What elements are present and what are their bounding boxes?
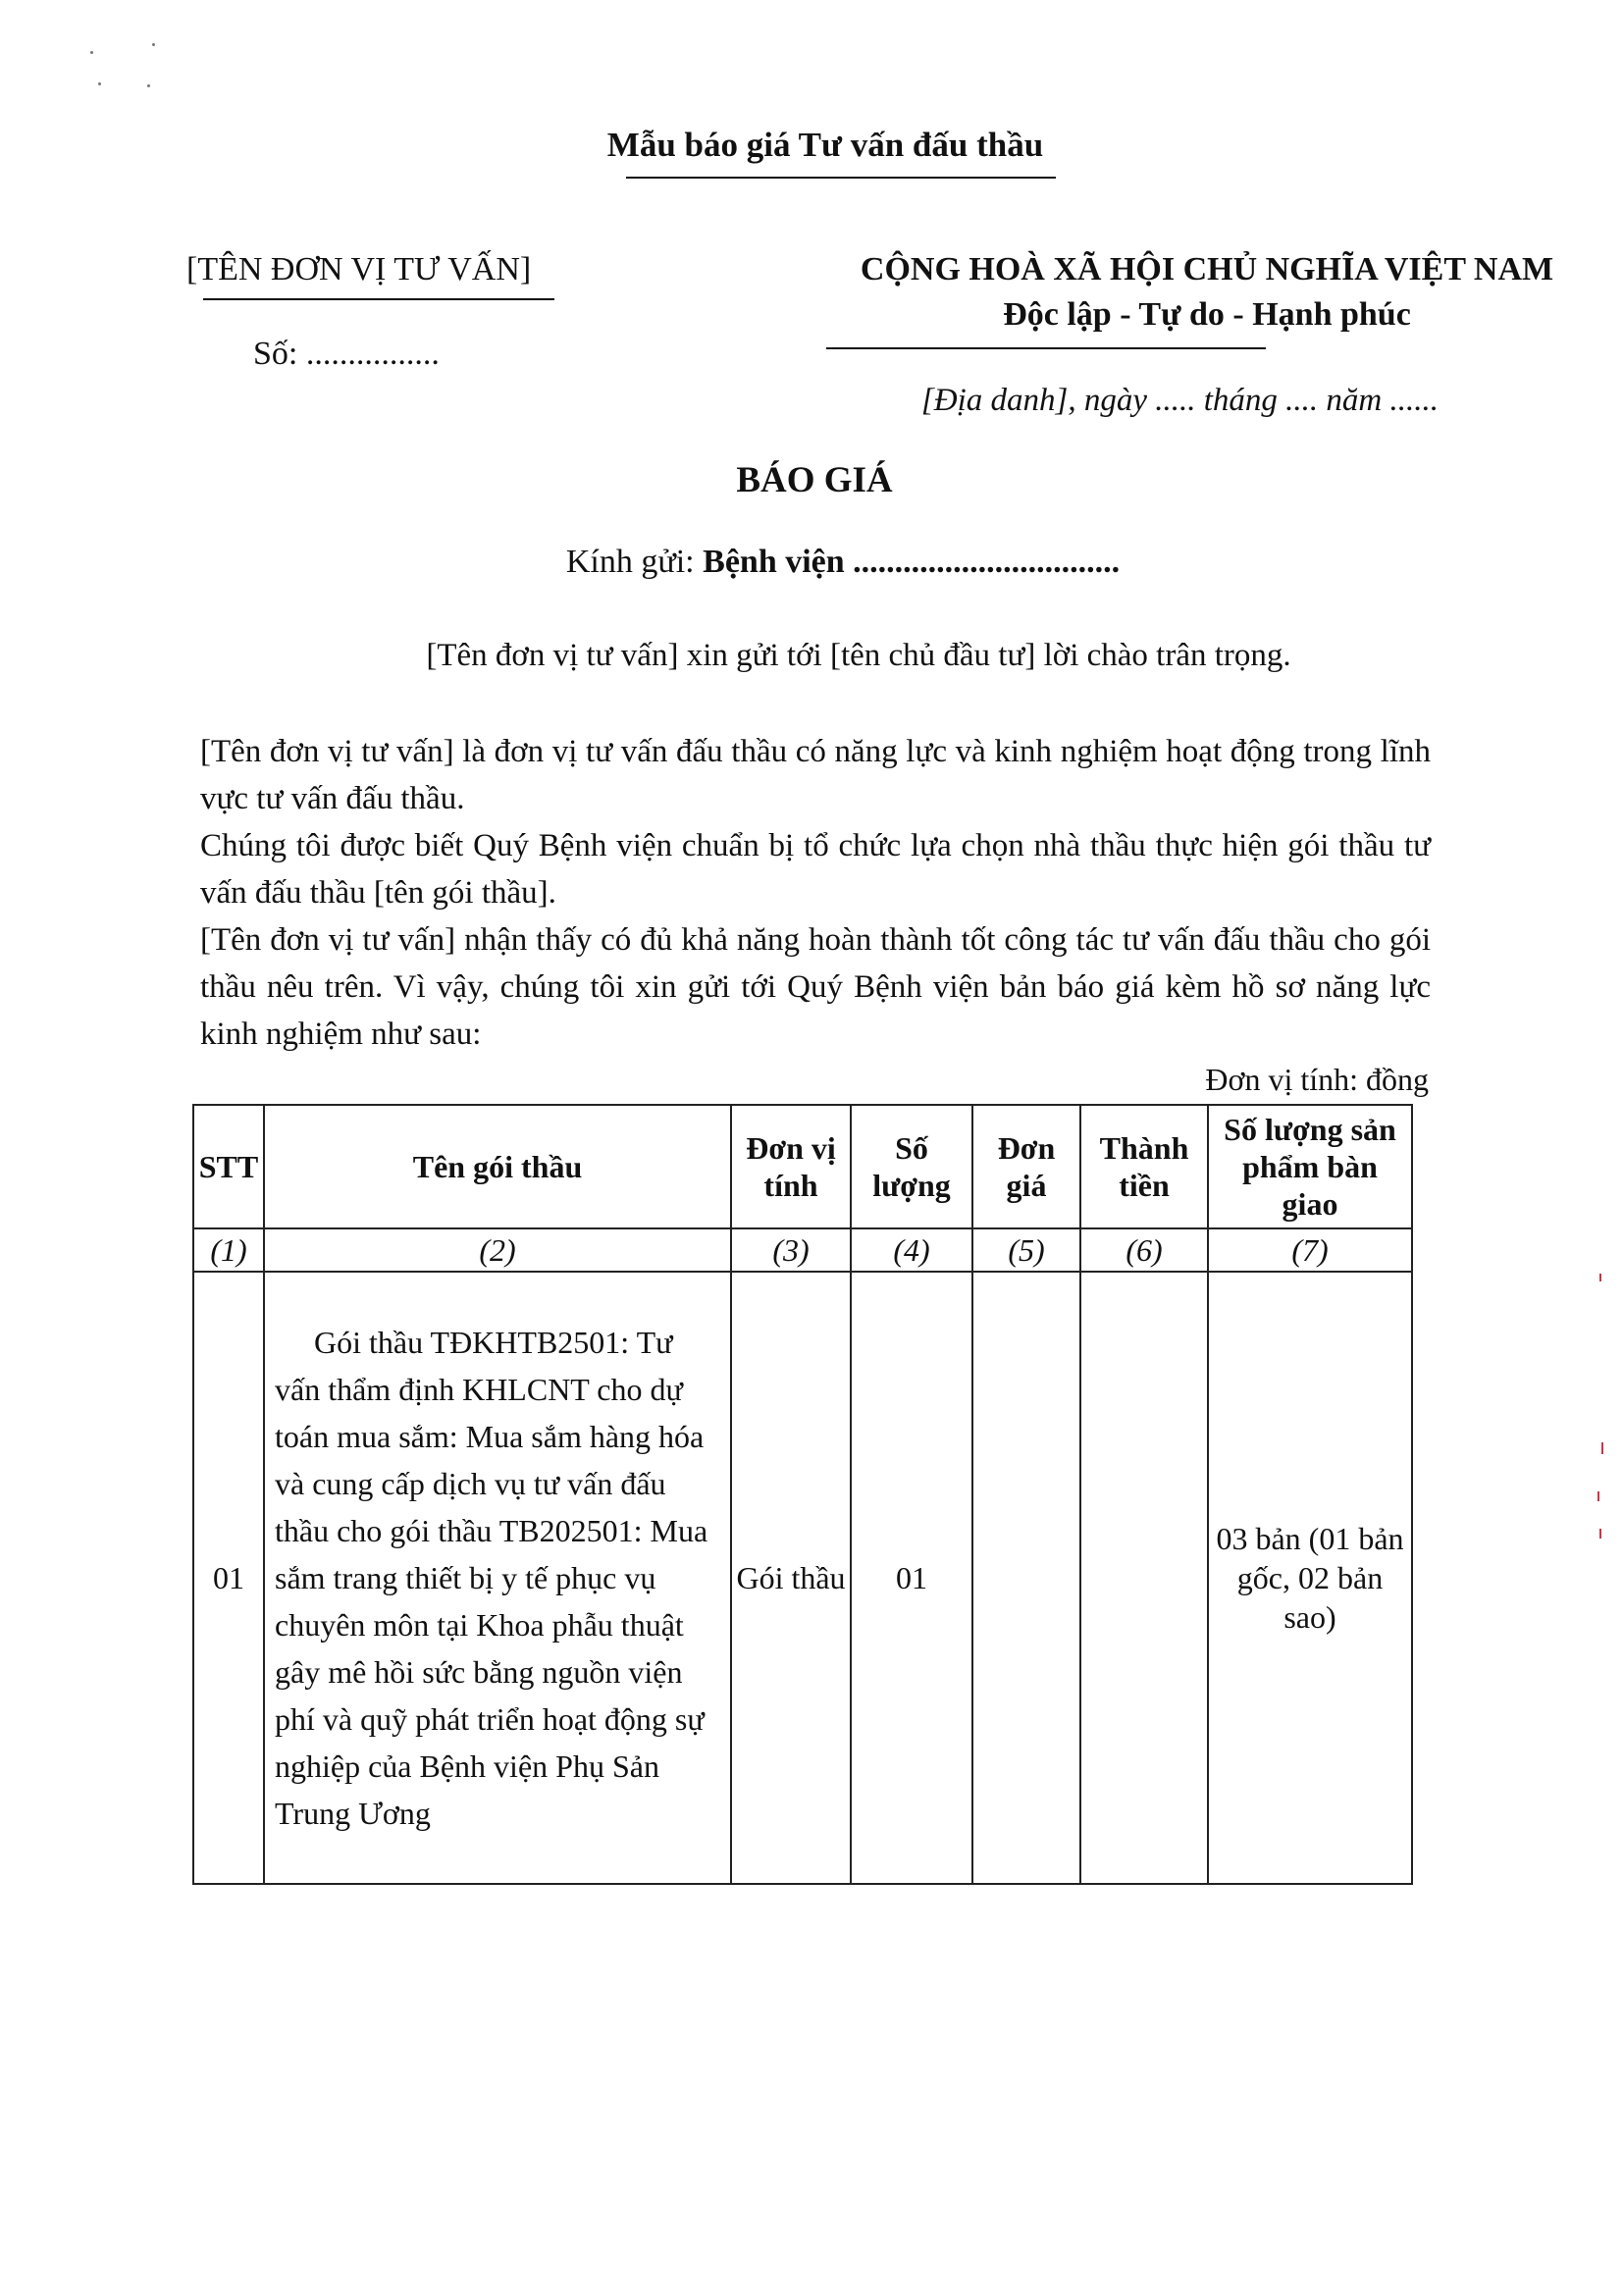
table-index-row xyxy=(193,1228,1412,1272)
scan-mark xyxy=(1597,1491,1599,1501)
scan-mark xyxy=(1599,1529,1601,1539)
row-amount xyxy=(1080,1272,1208,1884)
table-header-row xyxy=(193,1105,1412,1228)
row-deliverables: 03 bản (01 bản gốc, 02 bản sao) xyxy=(1208,1272,1412,1884)
row-package-name xyxy=(264,1272,731,1884)
row-unit-price xyxy=(972,1272,1080,1884)
recipient-line xyxy=(0,544,1623,581)
offer-paragraph: [Tên đơn vị tư vấn] nhận thấy có đủ khả năng hoàn thành tốt công tác tư vấn đấu thầu cho gói thầu nêu trên. Vì vậy, chúng tôi xin gửi tới Quý Bệnh viện bản báo giá kèm hồ sơ năng lực kinh nghiệm như sau: xyxy=(200,922,1431,1052)
header-unit-price: Đơn giá xyxy=(972,1105,1080,1228)
reference-number: Số: ................ xyxy=(253,336,440,372)
greeting: [Tên đơn vị tư vấn] xin gửi tới [tên chủ đầu tư] lời chào trân trọng. xyxy=(426,638,1291,673)
recipient-name: Bệnh viện ................................ xyxy=(703,544,1121,580)
scan-mark xyxy=(1601,1442,1603,1454)
table-row xyxy=(193,1272,1412,1884)
motto-underline xyxy=(826,347,1266,349)
scan-speck xyxy=(147,84,150,87)
place-date: [Địa danh], ngày ..... tháng .... năm ...... xyxy=(920,383,1439,418)
index-cell: (5) xyxy=(972,1228,1080,1272)
consultant-underline xyxy=(203,298,554,300)
package-name-text: Gói thầu TĐKHTB2501: Tư vấn thẩm định KHLCNT cho dự toán mua sắm: Mua sắm hàng hóa và cung cấp dịch vụ tư vấn đấu thầu cho gói thầu TB202501: Mua sắm trang thiết bị y tế phục vụ chuyên môn tại Khoa phẫu thuật gây mê hồi sức bằng nguồn viện phí và quỹ phát triển hoạt động sự nghiệp của Bệnh viện Phụ Sản Trung Ương xyxy=(275,1325,708,1831)
document-title: Mẫu báo giá Tư vấn đấu thầu xyxy=(606,126,1044,164)
index-cell: (6) xyxy=(1080,1228,1208,1272)
quotation-table xyxy=(192,1104,1413,1885)
index-cell: (7) xyxy=(1208,1228,1412,1272)
header-package-name: Tên gói thầu xyxy=(264,1105,731,1228)
scan-mark xyxy=(1599,1274,1601,1281)
quotation-title: BÁO GIÁ xyxy=(736,460,893,500)
intro-paragraph: [Tên đơn vị tư vấn] là đơn vị tư vấn đấu thầu có năng lực và kinh nghiệm hoạt động trong lĩnh vực tư vấn đấu thầu. xyxy=(200,734,1431,816)
index-cell: (4) xyxy=(851,1228,972,1272)
row-quantity: 01 xyxy=(851,1272,972,1884)
header-quantity: Số lượng xyxy=(851,1105,972,1228)
consultant-name: [TÊN ĐƠN VỊ TƯ VẤN] xyxy=(186,251,532,287)
header-amount: Thành tiền xyxy=(1080,1105,1208,1228)
national-motto: Độc lập - Tự do - Hạnh phúc xyxy=(1003,296,1411,333)
context-paragraph: Chúng tôi được biết Quý Bệnh viện chuẩn bị tổ chức lựa chọn nhà thầu thực hiện gói thầu tư vấn đấu thầu [tên gói thầu]. xyxy=(200,828,1431,911)
title-underline xyxy=(626,177,1056,179)
row-stt: 01 xyxy=(193,1272,264,1884)
index-cell: (1) xyxy=(193,1228,264,1272)
scan-speck xyxy=(90,51,93,54)
national-title: CỘNG HOÀ XÃ HỘI CHỦ NGHĨA VIỆT NAM xyxy=(860,251,1554,287)
row-unit: Gói thầu xyxy=(731,1272,851,1884)
header-deliverables: Số lượng sản phẩm bàn giao xyxy=(1208,1105,1412,1228)
recipient-prefix: Kính gửi: xyxy=(565,544,704,580)
header-stt: STT xyxy=(193,1105,264,1228)
scan-speck xyxy=(98,82,101,85)
index-cell: (2) xyxy=(264,1228,731,1272)
index-cell: (3) xyxy=(731,1228,851,1272)
currency-unit-note: Đơn vị tính: đồng xyxy=(1205,1062,1429,1097)
header-unit: Đơn vị tính xyxy=(731,1105,851,1228)
scan-speck xyxy=(152,43,155,46)
